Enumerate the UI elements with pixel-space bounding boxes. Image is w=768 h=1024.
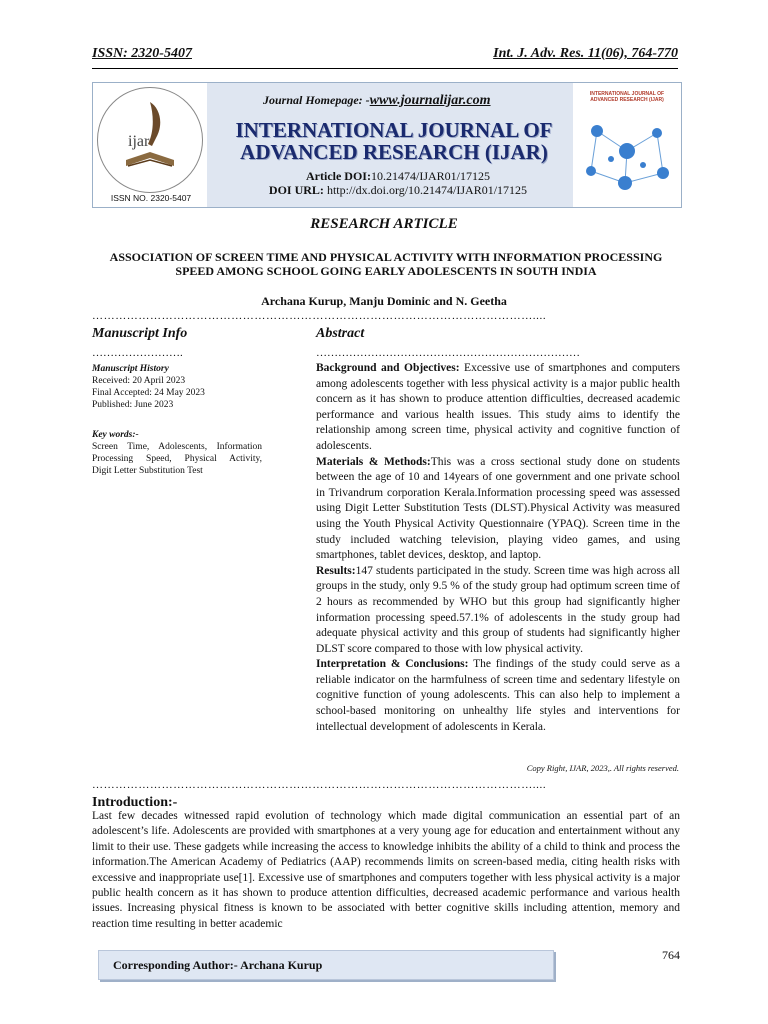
journal-homepage-link[interactable]: www.journalijar.com <box>369 93 491 108</box>
page-number: 764 <box>662 948 680 962</box>
keywords-label: Key words:- <box>92 430 139 440</box>
journal-cover-image <box>573 83 681 207</box>
abstract-interpretation: Interpretation & Conclusions: The findings of the study could serve as a reliable indicator on the harmfulness of screen time and sedentary lifestyle on cognitive function of young adolescents. This can also help to implement a school-based monitoring on unhealthy life styles and interventions for intellectual development of adolescents in Kerala. <box>316 658 680 733</box>
received-date: Received: 20 April 2023 <box>92 376 186 386</box>
article-title: ASSOCIATION OF SCREEN TIME AND PHYSICAL ACTIVITY WITH INFORMATION PROCESSING SPEED AMONG SCHOOL GOING EARLY ADOLESCENTS IN SOUTH INDIA <box>109 250 663 278</box>
quill-book-icon <box>98 88 202 192</box>
article-type: RESEARCH ARTICLE <box>310 216 458 232</box>
published-date: Published: June 2023 <box>92 400 174 410</box>
logo-text: ijar <box>128 133 150 150</box>
divider: …………………………………………………………………………………………………….... <box>92 779 547 791</box>
article-doi: 10.21474/IJAR01/17125 <box>370 169 490 183</box>
abstract-methods: Materials & Methods:This was a cross sectional study done on students between the age of 10 and 14years of one government and one private school in Trivandrum corporation Kerala.Information processing speed was assessed using Digit Letter Substitution Tests (DLST).Physical Activity was measured using the Youth Physical Activity Questionnaire (YPAQ). Screen time in the study included watching television, playing video games, and using smartphones, tablet devices, desktop, and laptop. <box>316 455 680 562</box>
molecule-graphic <box>577 111 677 203</box>
manuscript-history <box>92 363 262 411</box>
divider: ……………………………………………………………… <box>316 347 580 359</box>
running-header <box>92 44 678 69</box>
keywords: Key words:- Screen Time, Adolescents, Information Processing Speed, Physical Activity, Digit Letter Substitution Test <box>92 430 262 476</box>
copyright-notice: Copy Right, IJAR, 2023,. All rights reserved. <box>526 763 679 773</box>
journal-title: INTERNATIONAL JOURNAL OF ADVANCED RESEARCH (IJAR) <box>235 118 553 164</box>
manuscript-info-heading: Manuscript Info <box>92 326 188 341</box>
citation-text: Int. J. Adv. Res. 11(06), 764-770 <box>493 46 678 61</box>
divider: ……………………. <box>92 347 183 359</box>
accepted-date: Final Accepted: 24 May 2023 <box>92 388 205 398</box>
introduction-body: Last few decades witnessed rapid evolution of technology which made digital communication an essential part of an adolescent’s life. Adolescents are provided with smartphones at a very young age for education and entertainment without any limit to their use. These gadgets while increasing the access to knowledge inhibits the ability of a child to think and process the information.The American Academy of Pediatrics (AAP) recommends limits on screen-based media, citing health risks with excessive and inappropriate use[1]. Excessive use of smartphones and computers together with less physical activity is a major public health concern as it has shown to produce attention difficulties, decreased academic performance and various health issues. Increasing physical fitness is known to be associated with better cognitive skills including attention, memory and reaction time resulting in better academic <box>92 810 680 930</box>
doi-block: Article DOI:10.21474/IJAR01/17125 DOI URL: http://dx.doi.org/10.21474/IJAR01/17125 <box>268 169 528 197</box>
doi-url-link[interactable]: http://dx.doi.org/10.21474/IJAR01/17125 <box>326 183 528 197</box>
corresponding-author: Corresponding Author:- Archana Kurup <box>113 958 323 972</box>
logo-emblem <box>97 87 203 193</box>
abstract-body <box>316 361 680 735</box>
issn-text: ISSN: 2320-5407 <box>92 46 192 61</box>
corresponding-author-box <box>98 950 554 980</box>
logo-issn: ISSN NO. 2320-5407 <box>110 193 192 203</box>
cover-title: INTERNATIONAL JOURNAL OF ADVANCED RESEARCH (IJAR) <box>589 91 665 103</box>
history-label: Manuscript History <box>92 364 169 374</box>
abstract-heading: Abstract <box>316 326 365 341</box>
journal-logo <box>93 83 207 207</box>
article-authors: Archana Kurup, Manju Dominic and N. Geetha <box>261 294 507 308</box>
introduction-heading: Introduction:- <box>92 795 178 810</box>
divider: …………………………………………………………………………………………………….... <box>92 310 547 322</box>
journal-banner <box>92 82 682 208</box>
abstract-background: Background and Objectives: Excessive use of smartphones and computers among adolescents together with less physical activity is a major public health concern as it has shown to produce attention difficulties, decreased academic performance and various health issues. This study aims to identify the relationship among screen time, physical activity and cognitive function of adolescents. <box>316 362 681 452</box>
abstract-results: Results:147 students participated in the study. Screen time was high across all groups in the study, only 9.5 % of the study group had optimum screen time of 2 hours as recommended by WHO but this group had significantly higher information processing speed.57.1% of adolescents in the study group had adequate physical activity and this group of students had significantly higher DLST score compared to those with low physical activity. <box>316 564 680 655</box>
journal-homepage: Journal Homepage: -www.journalijar.com <box>263 93 491 108</box>
